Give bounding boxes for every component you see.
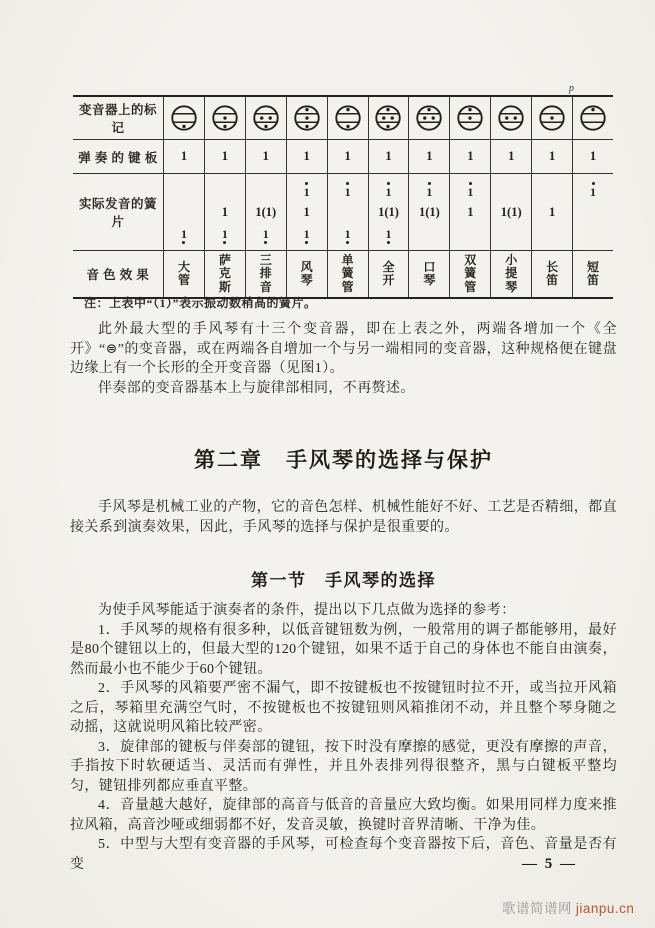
register-symbol-cell [449,97,490,139]
timbre-label-cell: 全 开 [368,251,409,297]
timbre-label-cell: 风 琴 [286,251,327,297]
register-circle-icon [169,103,199,133]
played-key-cell: 1 [368,140,409,173]
reed-number-low: 1 [222,228,228,245]
played-key-cell: 1 [408,140,449,173]
played-key-cell: 1 [490,140,531,173]
register-circle-icon [537,103,567,133]
register-symbol-cell [368,97,409,139]
reed-number-mid: 1 [467,205,474,219]
register-circle-icon [333,103,363,133]
reed-number-mid: 1(1) [255,205,277,219]
register-circle-icon [210,103,240,133]
reed-number-low: 1 [345,228,351,245]
register-symbol-cell [531,97,572,139]
reed-stack-cell [245,174,286,250]
register-symbol-cell [327,97,368,139]
register-symbol-cell [408,97,449,139]
register-symbol-cell [572,97,613,139]
register-circle-icon [414,103,444,133]
timbre-label-cell: 口 琴 [408,251,449,297]
register-symbol-cell [286,97,327,139]
reed-stack-cell [572,174,613,250]
played-key-cell: 1 [327,140,368,173]
reed-number-high: 1 [385,181,391,198]
reed-number-mid: 1(1) [500,205,522,219]
register-circle-icon [455,103,485,133]
reed-number-high: 1 [426,181,432,198]
reed-number-mid: 1(1) [418,205,440,219]
reed-stack-cell [204,174,245,250]
reed-stack-cell [449,174,490,250]
table-footnote: 注：上表中“（1）”表示振动数稍高的簧片。 [84,296,317,310]
row-label-played-keys: 弹 奏 的 键 板 [78,150,158,165]
played-key-cell: 1 [531,140,572,173]
watermark [502,897,634,917]
played-key-cell: 1 [245,140,286,173]
played-key-cell: 1 [572,140,613,173]
row-label-timbre-effect: 音 色 效 果 [86,268,150,282]
watermark-url: jianpu.cn [575,901,635,916]
section-heading: 第一节 手风琴的选择 [251,571,436,590]
row-label-sounding-reeds: 实际发音的簧片 [78,197,157,229]
played-key-cell: 1 [163,140,204,173]
reed-number-mid: 1 [221,205,228,219]
paragraph-block-selection [70,601,617,874]
timbre-label-cell: 长 笛 [531,251,572,297]
timbre-label-cell: 单 簧 管 [327,251,368,297]
table-row-sounding-reeds [73,173,613,250]
page-number: — 5 — [522,856,577,872]
reed-number-high: 1 [345,181,351,198]
register-symbol-cell [490,97,531,139]
table-row-register-marks [73,97,613,139]
register-circle-icon [578,103,608,133]
reed-number-high: 1 [467,181,473,198]
reed-number-low: 1 [263,228,269,245]
list-item-2: 2．手风琴的风箱要严密不漏气，即不按键板也不按键钮时拉不开，或当拉开风箱之后，琴箱里充满空气时，不按键板也不按键钮则风箱推闭不动，并且整个琴身随之动摇，这就说明风箱比较严密。 [70,681,617,735]
played-key-cell: 1 [204,140,245,173]
reed-stack-cell [490,174,531,250]
register-symbol-cell [204,97,245,139]
list-item-1: 1．手风琴的规格有很多种，以低音键钮数为例，一般常用的调子都能够用，最好是80个键钮以上的，但最大型的120个键钮，如果不适于自己的身体也不能自由演奏，然而最小也不能少于60个键钮。 [70,622,617,677]
timbre-label-cell: 大 管 [163,251,204,297]
register-symbol-cell [245,97,286,139]
reed-number-low: 1 [385,228,391,245]
list-item-3: 3．旋律部的键板与伴奏部的键钮，按下时没有摩擦的感觉，更没有摩擦的声音，手指按下时软硬适当、灵活而有弹性，并且外表排列得很整齐，黑与白键板平整均匀，键钮排列都应垂直平整。 [70,739,617,794]
row-label-register-marks: 变音器上的标记 [78,103,157,135]
timbre-label-cell: 三 排 音 [245,251,286,297]
reed-number-low: 1 [304,228,310,245]
register-table [73,95,613,299]
reed-stack-cell [163,174,204,250]
reed-number-mid: 1 [549,205,556,219]
timbre-label-cell: 双 簧 管 [449,251,490,297]
register-circle-icon [292,103,322,133]
paragraph-extra-registers: 此外最大型的手风琴有十三个变音器，即在上表之外，两端各增加一个《全开》“⊜”的变音器，或在两端各自增加一个与另一端相同的变音器，这种规格便在键盘边缘上有一个长形的全开变音器（见图1）。 [70,322,617,376]
reed-stack-cell [286,174,327,250]
reed-stack-cell [327,174,368,250]
print-artifact: p [569,83,574,94]
paragraph-accompaniment: 伴奏部的变音器基本上与旋律部相同，不再赘述。 [98,380,415,396]
register-circle-icon [496,103,526,133]
register-circle-icon [251,103,281,133]
reed-stack-cell [368,174,409,250]
paragraph-block-chapter-intro [70,498,617,537]
timbre-label-cell: 小 提 琴 [490,251,531,297]
reed-number-high: 1 [304,181,310,198]
paragraph-chapter-intro: 手风琴是机械工业的产物，它的音色怎样、机械性能好不好、工艺是否精细，都直接关系到演奏效果，因此，手风琴的选择与保护是很重要的。 [70,500,617,535]
table-row-timbre-effect [73,250,613,297]
paragraph-selection-intro: 为使手风琴能适于演奏者的条件，提出以下几点做为选择的参考： [98,603,516,618]
reed-stack-cell [531,174,572,250]
table-row-played-keys [73,139,613,173]
timbre-label-cell: 短 笛 [572,251,613,297]
played-key-cell: 1 [286,140,327,173]
list-item-4: 4．音量越大越好，旋律部的高音与低音的音量应大致均衡。如果用同样力度来推拉风箱，高音沙哑或细弱都不好，发音灵敏，换键时音界清晰、干净为佳。 [70,798,617,833]
reed-number-low: 1 [181,228,187,245]
played-key-cell: 1 [449,140,490,173]
reed-number-high: 1 [590,181,596,198]
timbre-label-cell: 萨 克 斯 [204,251,245,297]
reed-number-mid: 1 [303,205,310,219]
register-circle-icon [373,103,403,133]
watermark-site-name: 歌谱简谱网 [502,901,572,916]
paragraph-block-registers [70,320,617,398]
reed-stack-cell [408,174,449,250]
register-symbol-cell [163,97,204,139]
reed-number-mid: 1(1) [378,205,399,219]
list-item-5: 5．中型与大型有变音器的手风琴，可检查每个变音器按下后，音色、音量是否有变 [70,837,617,872]
chapter-heading: 第二章 手风琴的选择与保护 [194,448,493,472]
